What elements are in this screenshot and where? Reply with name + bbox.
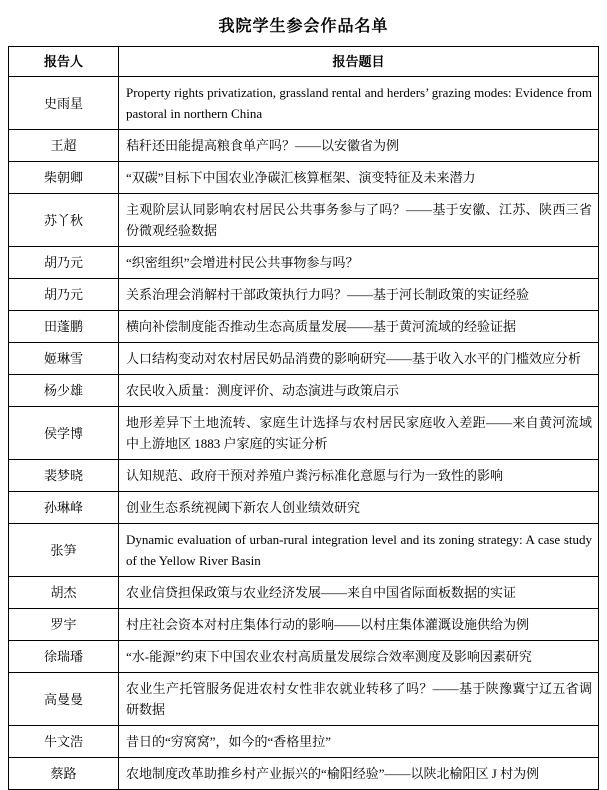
presenter-cell: 蔡路 bbox=[9, 758, 119, 790]
table-row bbox=[9, 492, 599, 524]
presenter-cell: 徐瑞璠 bbox=[9, 641, 119, 673]
table-row bbox=[9, 194, 599, 247]
table-row bbox=[9, 577, 599, 609]
table-row bbox=[9, 375, 599, 407]
table-row bbox=[9, 311, 599, 343]
report-title-cell: “织密组织”会增进村民公共事物参与吗？ bbox=[119, 247, 599, 279]
presenter-cell: 田蓬鹏 bbox=[9, 311, 119, 343]
presenter-cell: 罗宇 bbox=[9, 609, 119, 641]
header-row bbox=[9, 47, 599, 77]
report-title-cell: “双碳”目标下中国农业净碳汇核算框架、演变特征及未来潜力 bbox=[119, 162, 599, 194]
report-title-cell: 农业信贷担保政策与农业经济发展——来自中国省际面板数据的实证 bbox=[119, 577, 599, 609]
table-row bbox=[9, 77, 599, 130]
presenter-cell: 史雨星 bbox=[9, 77, 119, 130]
presenter-cell: 牛文浩 bbox=[9, 726, 119, 758]
report-title-cell: 关系治理会消解村干部政策执行力吗？——基于河长制政策的实证经验 bbox=[119, 279, 599, 311]
presenter-cell: 张笋 bbox=[9, 524, 119, 577]
header-report-title: 报告题目 bbox=[119, 47, 599, 77]
report-title-cell: 创业生态系统视阈下新农人创业绩效研究 bbox=[119, 492, 599, 524]
presenter-cell: 王超 bbox=[9, 130, 119, 162]
presenter-cell: 裴梦晓 bbox=[9, 460, 119, 492]
report-title-cell: Property rights privatization, grassland rental and herders’ grazing modes: Evidence from pastoral in northern China bbox=[119, 77, 599, 130]
table-row bbox=[9, 162, 599, 194]
presenter-cell: 姬琳雪 bbox=[9, 343, 119, 375]
report-title-cell: 横向补偿制度能否推动生态高质量发展——基于黄河流域的经验证据 bbox=[119, 311, 599, 343]
document-title: 我院学生参会作品名单 bbox=[218, 18, 389, 35]
report-title-cell: 农业生产托管服务促进农村女性非农就业转移了吗？——基于陕豫冀宁辽五省调研数据 bbox=[119, 673, 599, 726]
table-row bbox=[9, 726, 599, 758]
table-row bbox=[9, 758, 599, 790]
works-table bbox=[8, 46, 599, 790]
presenter-cell: 孙琳峰 bbox=[9, 492, 119, 524]
presenter-cell: 胡乃元 bbox=[9, 279, 119, 311]
presenter-cell: 苏丫秋 bbox=[9, 194, 119, 247]
table-row bbox=[9, 130, 599, 162]
report-title-cell: 村庄社会资本对村庄集体行动的影响——以村庄集体灌溉设施供给为例 bbox=[119, 609, 599, 641]
table-header bbox=[9, 47, 599, 77]
presenter-cell: 高曼曼 bbox=[9, 673, 119, 726]
table-body bbox=[9, 77, 599, 790]
report-title-cell: 农地制度改革助推乡村产业振兴的“榆阳经验”——以陕北榆阳区 J 村为例 bbox=[119, 758, 599, 790]
presenter-cell: 杨少雄 bbox=[9, 375, 119, 407]
report-title-cell: 秸秆还田能提高粮食单产吗？——以安徽省为例 bbox=[119, 130, 599, 162]
report-title-cell: 主观阶层认同影响农村居民公共事务参与了吗？——基于安徽、江苏、陕西三省份微观经验数据 bbox=[119, 194, 599, 247]
table-row bbox=[9, 609, 599, 641]
report-title-cell: 农民收入质量：测度评价、动态演进与政策启示 bbox=[119, 375, 599, 407]
report-title-cell: 昔日的“穷窝窝”，如今的“香格里拉” bbox=[119, 726, 599, 758]
table-row bbox=[9, 524, 599, 577]
table-row bbox=[9, 641, 599, 673]
report-title-cell: 认知规范、政府干预对养殖户粪污标准化意愿与行为一致性的影响 bbox=[119, 460, 599, 492]
presenter-cell: 柴朝卿 bbox=[9, 162, 119, 194]
table-row bbox=[9, 673, 599, 726]
table-row bbox=[9, 343, 599, 375]
presenter-cell: 侯学博 bbox=[9, 407, 119, 460]
table-row bbox=[9, 460, 599, 492]
report-title-cell: 人口结构变动对农村居民奶品消费的影响研究——基于收入水平的门槛效应分析 bbox=[119, 343, 599, 375]
presenter-cell: 胡杰 bbox=[9, 577, 119, 609]
table-row bbox=[9, 407, 599, 460]
report-title-cell: 地形差异下土地流转、家庭生计选择与农村居民家庭收入差距——来自黄河流域中上游地区 1883 户家庭的实证分析 bbox=[119, 407, 599, 460]
presenter-cell: 胡乃元 bbox=[9, 247, 119, 279]
header-presenter: 报告人 bbox=[9, 47, 119, 77]
table-row bbox=[9, 247, 599, 279]
report-title-cell: “水-能源”约束下中国农业农村高质量发展综合效率测度及影响因素研究 bbox=[119, 641, 599, 673]
table-row bbox=[9, 279, 599, 311]
report-title-cell: Dynamic evaluation of urban-rural integration level and its zoning strategy: A case study of the Yellow River Basin bbox=[119, 524, 599, 577]
